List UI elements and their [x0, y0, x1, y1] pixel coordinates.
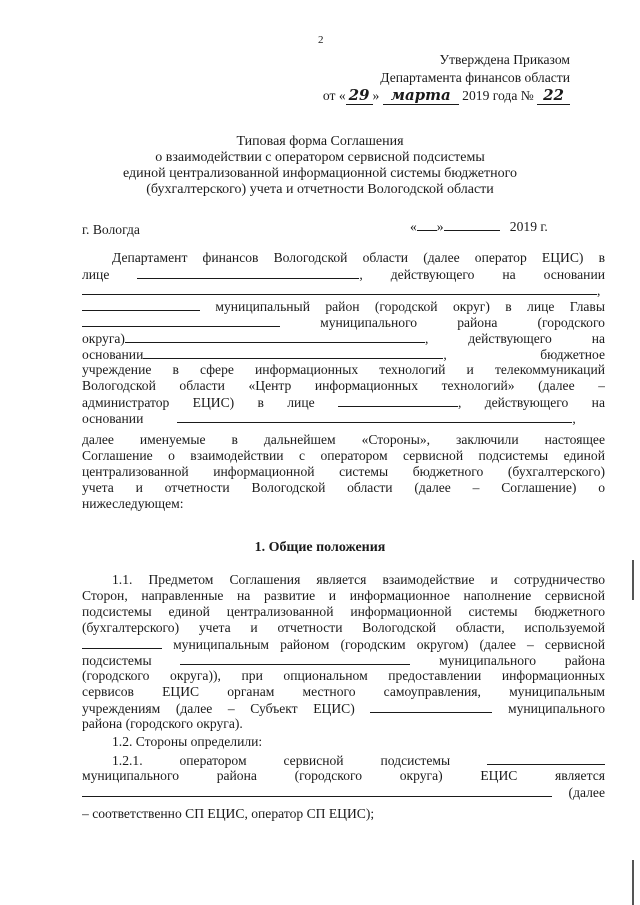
clause-1-1-line-10: района (городского округа).: [82, 716, 243, 731]
intro-line-3: ,: [82, 282, 605, 299]
clause-1-2: 1.2. Стороны определили:: [112, 734, 263, 749]
blank-line: [82, 314, 280, 327]
intro-line-2: лице , действующего на основании: [82, 267, 605, 282]
approval-line-3: от « 29 » марта 2019 года № 22: [323, 86, 570, 104]
document-title-line-4: (бухгалтерского) учета и отчетности Вологодской области: [146, 182, 494, 197]
clause-1-1-line-6: подсистемы муниципального района: [82, 653, 605, 668]
intro-line-12: далее именуемые в дальнейшем «Стороны», заключили настоящее: [82, 432, 605, 447]
approval-line-2: Департамента финансов области: [380, 70, 570, 85]
clause-1-2-1-line-3: (далее: [82, 784, 605, 801]
document-title-line-2: о взаимодействии с оператором сервисной подсистемы: [155, 150, 485, 165]
document-title-line-1: Типовая форма Соглашения: [236, 134, 404, 149]
scan-edge-mark: [632, 560, 634, 600]
clause-1-1-line-5: муниципальным районом (городским округом) (далее – сервисной: [82, 636, 605, 653]
clause-1-1-line-3: подсистемы единой централизованной информационной системы бюджетного: [82, 604, 605, 619]
blank-line: [125, 330, 425, 343]
page-number: 2: [318, 34, 324, 46]
intro-line-4: муниципальный район (городской округ) в лице Главы: [82, 298, 605, 315]
scan-edge-mark: [632, 860, 634, 905]
date-month-blank: [444, 218, 500, 231]
intro-line-7: основании , бюджетное: [82, 347, 605, 362]
place: г. Вологда: [82, 222, 140, 237]
section-heading: 1. Общие положения: [254, 540, 386, 555]
blank-line: [137, 266, 359, 279]
blank-line: [177, 410, 572, 423]
intro-line-11: основании ,: [82, 411, 576, 426]
blank-line: [82, 282, 597, 295]
clause-1-2-1-line-1: 1.2.1. оператором сервисной подсистемы: [112, 752, 605, 769]
intro-line-16: нижеследующем:: [82, 496, 184, 511]
intro-line-1: Департамент финансов Вологодской области (далее оператор ЕЦИС) в: [112, 250, 605, 265]
blank-line: [82, 784, 552, 797]
document-title-line-3: единой централизованной информационной системы бюджетного: [123, 166, 517, 181]
clause-1-1-line-9: учреждениям (далее – Субъект ЕЦИС) муниципального: [82, 701, 605, 716]
intro-line-5: муниципального района (городского: [82, 314, 605, 331]
intro-line-10: администратор ЕЦИС) в лице , действующего на: [82, 395, 605, 410]
approval-number: 22: [537, 86, 570, 105]
blank-line: [82, 298, 200, 311]
intro-line-15: учета и отчетности Вологодской области (далее – Соглашение) о: [82, 480, 605, 495]
approval-month: марта: [383, 86, 459, 105]
blank-line: [487, 752, 605, 765]
intro-line-14: централизованной информационной системы бюджетного (бухгалтерского): [82, 464, 605, 479]
clause-1-2-1-line-2: муниципального района (городского округа) ЕЦИС является: [82, 768, 605, 783]
blank-line: [180, 652, 410, 665]
blank-line: [338, 394, 458, 407]
blank-line: [82, 636, 162, 649]
clause-1-1-line-4: (бухгалтерского) учета и отчетности Вологодской области, используемой: [82, 620, 605, 635]
approval-day: 29: [346, 86, 373, 105]
intro-line-13: Соглашение о взаимодействии с оператором сервисной подсистемы единой: [82, 448, 605, 463]
clause-1-1-line-1: 1.1. Предметом Соглашения является взаимодействие и сотрудничество: [112, 572, 605, 587]
clause-1-1-line-2: Сторон, направленные на развитие и информационное наполнение сервисной: [82, 588, 605, 603]
date-day-blank: [417, 218, 437, 231]
clause-1-1-line-7: (городского округа)), при опциональном предоставлении информационных: [82, 668, 605, 683]
clause-1-2-1-line-4: – соответственно СП ЕЦИС, оператор СП ЕЦИС);: [82, 806, 375, 821]
intro-line-8: учреждение в сфере информационных технологий и телекоммуникаций: [82, 362, 605, 377]
approval-line-1: Утверждена Приказом: [439, 52, 570, 67]
blank-line: [370, 700, 492, 713]
blank-line: [143, 346, 443, 359]
intro-line-6: округа) , действующего на: [82, 331, 605, 346]
clause-1-1-line-8: сервисов ЕЦИС органам местного самоуправления, муниципальным: [82, 684, 605, 699]
intro-line-9: Вологодской области «Центр информационных технологий» (далее –: [82, 378, 605, 393]
date-placeholder: « » 2019 г.: [410, 219, 548, 234]
